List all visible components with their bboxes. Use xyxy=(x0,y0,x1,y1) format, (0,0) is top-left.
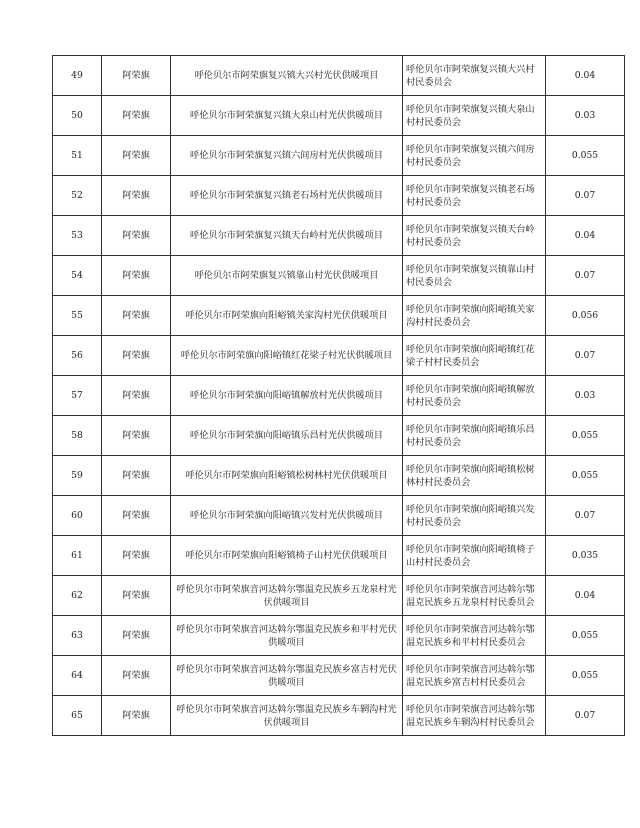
owner-cell: 呼伦贝尔市阿荣旗向阳峪镇椅子山村村民委员会 xyxy=(403,536,546,576)
table-row xyxy=(53,696,625,736)
capacity-cell: 0.03 xyxy=(546,96,625,136)
owner-cell: 呼伦贝尔市阿荣旗向阳峪镇乐昌村村民委员会 xyxy=(403,416,546,456)
county-cell: 阿荣旗 xyxy=(102,576,171,616)
table-row xyxy=(53,96,625,136)
project-name-cell: 呼伦贝尔市阿荣旗向阳峪镇红花梁子村光伏供暖项目 xyxy=(171,336,403,376)
capacity-cell: 0.055 xyxy=(546,656,625,696)
row-number-cell: 64 xyxy=(53,656,102,696)
capacity-cell: 0.07 xyxy=(546,256,625,296)
row-number-cell: 61 xyxy=(53,536,102,576)
row-number-cell: 55 xyxy=(53,296,102,336)
county-cell: 阿荣旗 xyxy=(102,416,171,456)
row-number-cell: 57 xyxy=(53,376,102,416)
capacity-cell: 0.07 xyxy=(546,496,625,536)
project-name-cell: 呼伦贝尔市阿荣旗向阳峪镇兴发村光伏供暖项目 xyxy=(171,496,403,536)
capacity-cell: 0.055 xyxy=(546,136,625,176)
capacity-cell: 0.03 xyxy=(546,376,625,416)
table-row xyxy=(53,176,625,216)
capacity-cell: 0.055 xyxy=(546,456,625,496)
county-cell: 阿荣旗 xyxy=(102,176,171,216)
county-cell: 阿荣旗 xyxy=(102,616,171,656)
project-name-cell: 呼伦贝尔市阿荣旗复兴镇大泉山村光伏供暖项目 xyxy=(171,96,403,136)
project-name-cell: 呼伦贝尔市阿荣旗向阳峪镇松树林村光伏供暖项目 xyxy=(171,456,403,496)
row-number-cell: 58 xyxy=(53,416,102,456)
owner-cell: 呼伦贝尔市阿荣旗音河达斡尔鄂温克民族乡五龙泉村村民委员会 xyxy=(403,576,546,616)
county-cell: 阿荣旗 xyxy=(102,256,171,296)
capacity-cell: 0.07 xyxy=(546,696,625,736)
project-name-cell: 呼伦贝尔市阿荣旗音河达斡尔鄂温克民族乡五龙泉村光伏供暖项目 xyxy=(171,576,403,616)
owner-cell: 呼伦贝尔市阿荣旗向阳峪镇兴发村村民委员会 xyxy=(403,496,546,536)
row-number-cell: 51 xyxy=(53,136,102,176)
row-number-cell: 65 xyxy=(53,696,102,736)
table-body xyxy=(53,56,625,736)
owner-cell: 呼伦贝尔市阿荣旗向阳峪镇松树林村村民委员会 xyxy=(403,456,546,496)
table-row xyxy=(53,296,625,336)
county-cell: 阿荣旗 xyxy=(102,456,171,496)
county-cell: 阿荣旗 xyxy=(102,376,171,416)
table-row xyxy=(53,136,625,176)
table-row xyxy=(53,656,625,696)
capacity-cell: 0.035 xyxy=(546,536,625,576)
county-cell: 阿荣旗 xyxy=(102,216,171,256)
capacity-cell: 0.056 xyxy=(546,296,625,336)
capacity-cell: 0.07 xyxy=(546,336,625,376)
row-number-cell: 53 xyxy=(53,216,102,256)
capacity-cell: 0.055 xyxy=(546,416,625,456)
project-name-cell: 呼伦贝尔市阿荣旗向阳峪镇椅子山村光伏供暖项目 xyxy=(171,536,403,576)
table-row xyxy=(53,496,625,536)
owner-cell: 呼伦贝尔市阿荣旗向阳峪镇解放村村民委员会 xyxy=(403,376,546,416)
owner-cell: 呼伦贝尔市阿荣旗复兴镇大泉山村村民委员会 xyxy=(403,96,546,136)
project-name-cell: 呼伦贝尔市阿荣旗音河达斡尔鄂温克民族乡和平村光伏供暖项目 xyxy=(171,616,403,656)
county-cell: 阿荣旗 xyxy=(102,296,171,336)
owner-cell: 呼伦贝尔市阿荣旗向阳峪镇关家沟村村民委员会 xyxy=(403,296,546,336)
owner-cell: 呼伦贝尔市阿荣旗复兴镇大兴村村民委员会 xyxy=(403,56,546,96)
owner-cell: 呼伦贝尔市阿荣旗向阳峪镇红花梁子村村民委员会 xyxy=(403,336,546,376)
table-row xyxy=(53,336,625,376)
project-name-cell: 呼伦贝尔市阿荣旗复兴镇靠山村光伏供暖项目 xyxy=(171,256,403,296)
table-row xyxy=(53,576,625,616)
county-cell: 阿荣旗 xyxy=(102,336,171,376)
project-name-cell: 呼伦贝尔市阿荣旗向阳峪镇乐昌村光伏供暖项目 xyxy=(171,416,403,456)
project-name-cell: 呼伦贝尔市阿荣旗音河达斡尔鄂温克民族乡富吉村光伏供暖项目 xyxy=(171,656,403,696)
row-number-cell: 56 xyxy=(53,336,102,376)
table-row xyxy=(53,376,625,416)
capacity-cell: 0.055 xyxy=(546,616,625,656)
county-cell: 阿荣旗 xyxy=(102,536,171,576)
row-number-cell: 49 xyxy=(53,56,102,96)
county-cell: 阿荣旗 xyxy=(102,96,171,136)
project-name-cell: 呼伦贝尔市阿荣旗向阳峪镇关家沟村光伏供暖项目 xyxy=(171,296,403,336)
table-row xyxy=(53,616,625,656)
project-name-cell: 呼伦贝尔市阿荣旗向阳峪镇解放村光伏供暖项目 xyxy=(171,376,403,416)
county-cell: 阿荣旗 xyxy=(102,496,171,536)
owner-cell: 呼伦贝尔市阿荣旗复兴镇靠山村村民委员会 xyxy=(403,256,546,296)
row-number-cell: 60 xyxy=(53,496,102,536)
capacity-cell: 0.04 xyxy=(546,56,625,96)
owner-cell: 呼伦贝尔市阿荣旗音河达斡尔鄂温克民族乡和平村村民委员会 xyxy=(403,616,546,656)
county-cell: 阿荣旗 xyxy=(102,56,171,96)
table-row xyxy=(53,416,625,456)
project-name-cell: 呼伦贝尔市阿荣旗复兴镇六间房村光伏供暖项目 xyxy=(171,136,403,176)
capacity-cell: 0.04 xyxy=(546,216,625,256)
owner-cell: 呼伦贝尔市阿荣旗复兴镇天台岭村村民委员会 xyxy=(403,216,546,256)
row-number-cell: 59 xyxy=(53,456,102,496)
project-name-cell: 呼伦贝尔市阿荣旗音河达斡尔鄂温克民族乡车辋沟村光伏供暖项目 xyxy=(171,696,403,736)
table-row xyxy=(53,56,625,96)
table-row xyxy=(53,456,625,496)
table-row xyxy=(53,256,625,296)
project-table xyxy=(52,55,625,736)
project-name-cell: 呼伦贝尔市阿荣旗复兴镇大兴村光伏供暖项目 xyxy=(171,56,403,96)
owner-cell: 呼伦贝尔市阿荣旗音河达斡尔鄂温克民族乡车辋沟村村民委员会 xyxy=(403,696,546,736)
row-number-cell: 63 xyxy=(53,616,102,656)
capacity-cell: 0.04 xyxy=(546,576,625,616)
row-number-cell: 52 xyxy=(53,176,102,216)
county-cell: 阿荣旗 xyxy=(102,136,171,176)
document-page xyxy=(52,55,599,736)
table-row xyxy=(53,216,625,256)
capacity-cell: 0.07 xyxy=(546,176,625,216)
row-number-cell: 62 xyxy=(53,576,102,616)
owner-cell: 呼伦贝尔市阿荣旗复兴镇老石场村村民委员会 xyxy=(403,176,546,216)
county-cell: 阿荣旗 xyxy=(102,696,171,736)
row-number-cell: 54 xyxy=(53,256,102,296)
county-cell: 阿荣旗 xyxy=(102,656,171,696)
owner-cell: 呼伦贝尔市阿荣旗复兴镇六间房村村民委员会 xyxy=(403,136,546,176)
project-name-cell: 呼伦贝尔市阿荣旗复兴镇天台岭村光伏供暖项目 xyxy=(171,216,403,256)
project-name-cell: 呼伦贝尔市阿荣旗复兴镇老石场村光伏供暖项目 xyxy=(171,176,403,216)
row-number-cell: 50 xyxy=(53,96,102,136)
table-row xyxy=(53,536,625,576)
owner-cell: 呼伦贝尔市阿荣旗音河达斡尔鄂温克民族乡富吉村村民委员会 xyxy=(403,656,546,696)
